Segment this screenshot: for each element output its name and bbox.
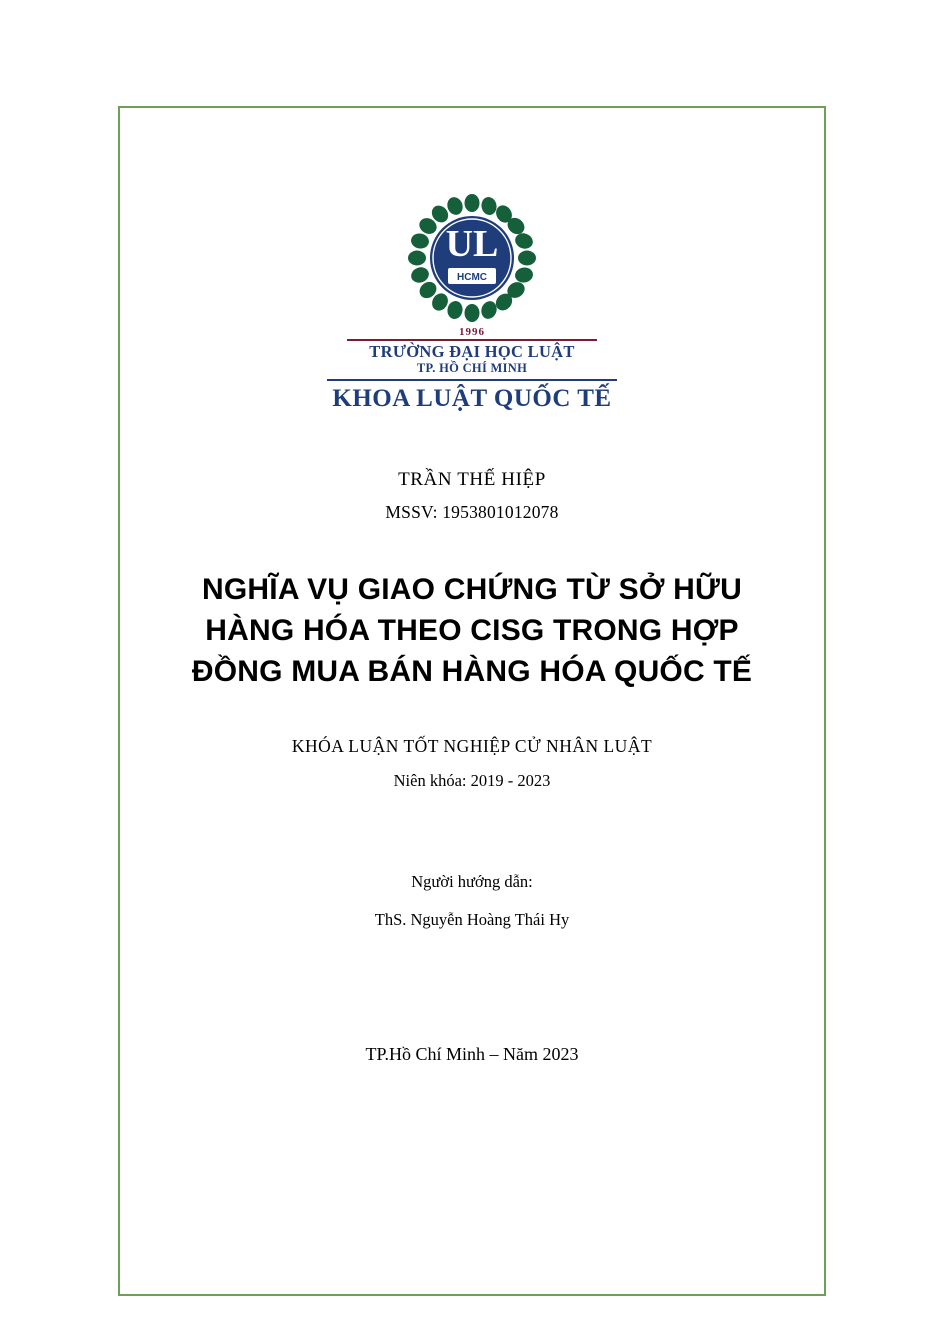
university-name-line-1: TRƯỜNG ĐẠI HỌC LUẬT: [369, 342, 575, 361]
author-name: TRẦN THẾ HIỆP: [398, 469, 546, 490]
established-year: 1996: [459, 326, 485, 338]
university-nameplate: [327, 326, 617, 413]
thesis-kind: KHÓA LUẬN TỐT NGHIỆP CỬ NHÂN LUẬT: [291, 736, 653, 756]
thesis-title-line-1: NGHĨA VỤ GIAO CHỨNG TỪ SỞ HỮU: [202, 573, 742, 606]
supervisor-label: Người hướng dẫn:: [411, 872, 533, 891]
thesis-kind-block: [292, 734, 652, 792]
university-crest-icon: [408, 194, 536, 322]
cover-content: [118, 106, 826, 1296]
thesis-title-line-2: HÀNG HÓA THEO CISG TRONG HỢP: [205, 614, 739, 647]
publication-place-year: TP.Hồ Chí Minh – Năm 2023: [365, 1044, 579, 1064]
nameplate-rule-top: [347, 339, 597, 341]
supervisor-name: ThS. Nguyễn Hoàng Thái Hy: [374, 910, 570, 929]
university-logo: [307, 194, 637, 413]
faculty-name: KHOA LUẬT QUỐC TẾ: [332, 385, 612, 412]
thesis-title: [142, 569, 802, 692]
nameplate-rule-bottom: [327, 379, 617, 381]
author-block: [385, 467, 558, 525]
student-id: MSSV: 1953801012078: [385, 502, 559, 522]
thesis-cohort: Niên khóa: 2019 - 2023: [393, 771, 551, 790]
svg-text:HCMC: HCMC: [457, 272, 487, 283]
publication-block: [365, 1042, 578, 1066]
supervisor-block: [375, 870, 569, 932]
university-name-line-2: TP. HỒ CHÍ MINH: [416, 361, 528, 375]
svg-text:UL: UL: [445, 223, 499, 265]
thesis-title-line-3: ĐỒNG MUA BÁN HÀNG HÓA QUỐC TẾ: [191, 655, 753, 688]
